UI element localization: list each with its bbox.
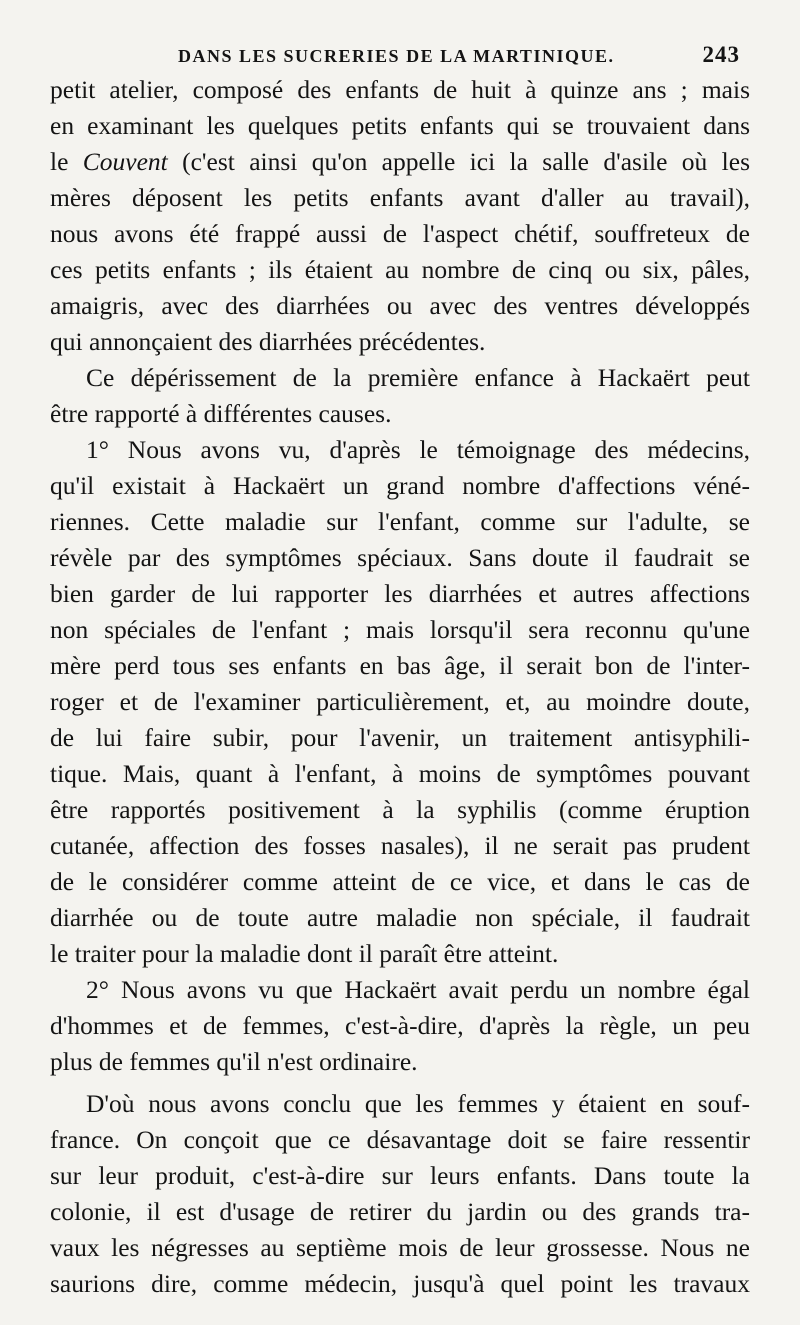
text-line: colonie, il est d'usage de retirer du jardin ou des grands tra-: [50, 1197, 750, 1226]
paragraph: [50, 972, 750, 1080]
text-line: être rapportés positivement à la syphilis (comme éruption: [50, 795, 750, 824]
text-line: qu'il existait à Hackaërt un grand nombre d'affections véné-: [50, 471, 750, 500]
text-line: roger et de l'examiner particulièrement, et, au moindre doute,: [50, 687, 750, 716]
text-line: en examinant les quelques petits enfants qui se trouvaient dans: [50, 111, 750, 140]
text-line: non spéciales de l'enfant ; mais lorsqu'il sera reconnu qu'une: [50, 615, 750, 644]
page-header: [50, 38, 750, 72]
paragraph-continued: [50, 72, 750, 360]
text-line: tique. Mais, quant à l'enfant, à moins de symptômes pouvant: [50, 759, 750, 788]
text-line: petit atelier, composé des enfants de huit à quinze ans ; mais: [50, 75, 750, 104]
text-line: mère perd tous ses enfants en bas âge, il serait bon de l'inter-: [50, 651, 750, 680]
text-line: révèle par des symptômes spéciaux. Sans doute il faudrait se: [50, 543, 750, 572]
text-line: le traiter pour la maladie dont il paraît être atteint.: [50, 939, 559, 968]
text-line: 1° Nous avons vu, d'après le témoignage des médecins,: [86, 435, 750, 464]
text-line: [50, 144, 750, 180]
text-line: mères déposent les petits enfants avant d'aller au travail),: [50, 183, 750, 212]
text-line: riennes. Cette maladie sur l'enfant, comme sur l'adulte, se: [50, 507, 750, 536]
text-line: de le considérer comme atteint de ce vice, et dans le cas de: [50, 867, 750, 896]
text-line: sur leur produit, c'est-à-dire sur leurs enfants. Dans toute la: [50, 1161, 750, 1190]
text-line: nous avons été frappé aussi de l'aspect chétif, souffreteux de: [50, 219, 750, 248]
text-line: être rapporté à différentes causes.: [50, 399, 392, 428]
paragraph: [50, 1086, 750, 1302]
text-line: D'où nous avons conclu que les femmes y étaient en souf-: [86, 1089, 750, 1118]
text-line: Ce dépérissement de la première enfance à Hackaërt peut: [86, 363, 750, 392]
text-line: ces petits enfants ; ils étaient au nombre de cinq ou six, pâles,: [50, 255, 750, 284]
text-line: amaigris, avec des diarrhées ou avec des ventres développés: [50, 291, 750, 320]
text-line: qui annonçaient des diarrhées précédentes.: [50, 327, 486, 356]
running-title: DANS LES SUCRERIES DE LA MARTINIQUE.: [178, 46, 615, 66]
text-line: plus de femmes qu'il n'est ordinaire.: [50, 1047, 418, 1076]
paragraph: [50, 360, 750, 432]
text-line: de lui faire subir, pour l'avenir, un traitement antisyphili-: [50, 723, 750, 752]
text-line: france. On conçoit que ce désavantage doit se faire ressentir: [50, 1125, 750, 1154]
text-line: bien garder de lui rapporter les diarrhées et autres affections: [50, 579, 750, 608]
paragraph: [50, 432, 750, 972]
page-number: 243: [702, 42, 740, 67]
text-line: d'hommes et de femmes, c'est-à-dire, d'après la règle, un peu: [50, 1011, 750, 1040]
text-segment: le: [50, 147, 83, 176]
text-line: vaux les négresses au septième mois de leur grossesse. Nous ne: [50, 1233, 750, 1262]
text-line: saurions dire, comme médecin, jusqu'à quel point les travaux: [50, 1269, 750, 1298]
text-line: diarrhée ou de toute autre maladie non spéciale, il faudrait: [50, 903, 750, 932]
text-line: 2° Nous avons vu que Hackaërt avait perdu un nombre égal: [86, 975, 750, 1004]
italic-term: Couvent: [82, 147, 168, 176]
body-text: [50, 72, 750, 1302]
text-line: cutanée, affection des fosses nasales), il ne serait pas prudent: [50, 831, 750, 860]
text-segment: (c'est ainsi qu'on appelle ici la salle d'asile où les: [167, 147, 750, 176]
